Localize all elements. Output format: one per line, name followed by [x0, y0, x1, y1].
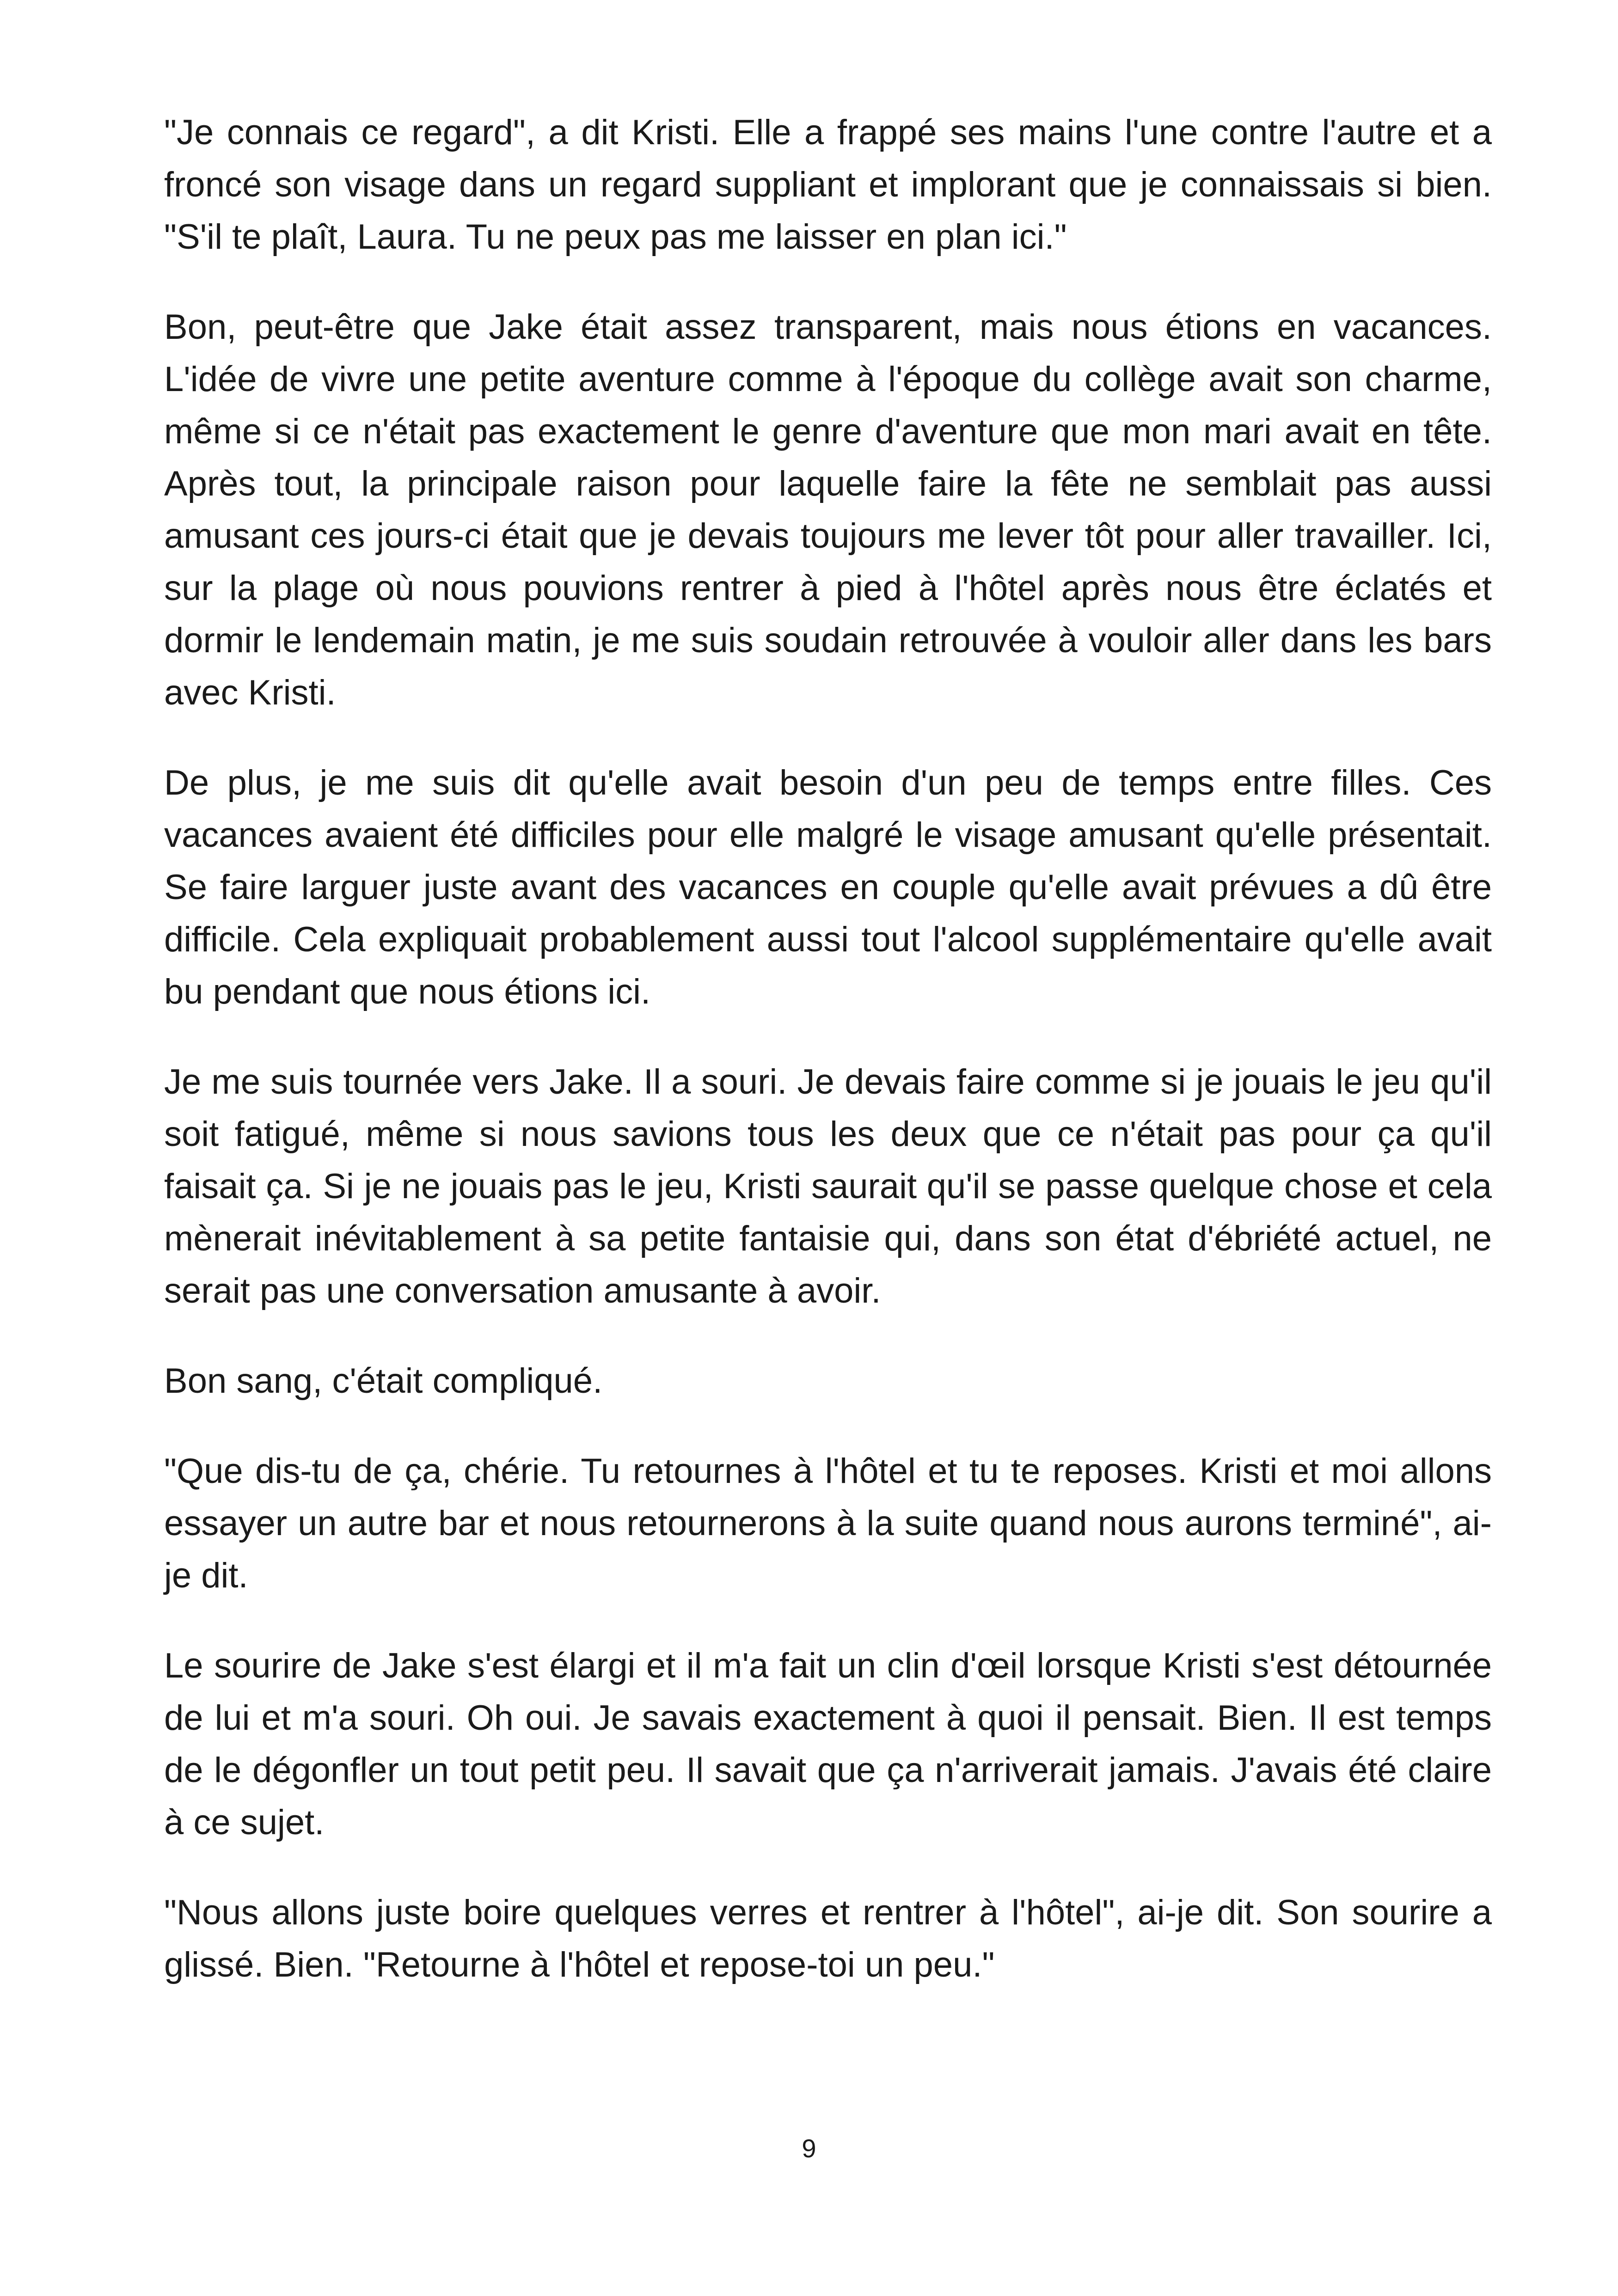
page-number: 9 [802, 2134, 816, 2163]
paragraph: "Nous allons juste boire quelques verres et rentrer à l'hôtel", ai-je dit. Son sourire a glissé. Bien. "Retourne à l'hôtel et repose-toi un peu." [164, 1893, 1492, 1984]
paragraph: Je me suis tournée vers Jake. Il a souri. Je devais faire comme si je jouais le jeu qu'il soit fatigué, même si nous savions tous les deux que ce n'était pas pour ça qu'il faisait ça. Si je ne jouais pas le jeu, Kristi saurait qu'il se passe quelque chose et cela mènerait inévitablement à sa petite fantaisie qui, dans son état d'ébriété actuel, ne serait pas une conversation amusante à avoir. [164, 1062, 1492, 1310]
paragraph: "Que dis-tu de ça, chérie. Tu retournes à l'hôtel et tu te reposes. Kristi et moi allons essayer un autre bar et nous retournerons à la suite quand nous aurons terminé", ai-je dit. [164, 1451, 1492, 1595]
body-text [164, 106, 1492, 2029]
paragraph: Bon, peut-être que Jake était assez transparent, mais nous étions en vacances. L'idée de vivre une petite aventure comme à l'époque du collège avait son charme, même si ce n'était pas exactement le genre d'aventure que mon mari avait en tête. Après tout, la principale raison pour laquelle faire la fête ne semblait pas aussi amusant ces jours-ci était que je devais toujours me lever tôt pour aller travailler. Ici, sur la plage où nous pouvions rentrer à pied à l'hôtel après nous être éclatés et dormir le lendemain matin, je me suis soudain retrouvée à vouloir aller dans les bars avec Kristi. [164, 307, 1492, 712]
paragraph: De plus, je me suis dit qu'elle avait besoin d'un peu de temps entre filles. Ces vacances avaient été difficiles pour elle malgré le visage amusant qu'elle présentait. Se faire larguer juste avant des vacances en couple qu'elle avait prévues a dû être difficile. Cela expliquait probablement aussi tout l'alcool supplémentaire qu'elle avait bu pendant que nous étions ici. [164, 763, 1492, 1011]
paragraph: "Je connais ce regard", a dit Kristi. Elle a frappé ses mains l'une contre l'autre et a froncé son visage dans un regard suppliant et implorant que je connaissais si bien. "S'il te plaît, Laura. Tu ne peux pas me laisser en plan ici." [164, 113, 1492, 257]
paragraph: Bon sang, c'était compliqué. [164, 1361, 603, 1401]
paragraph: Le sourire de Jake s'est élargi et il m'a fait un clin d'œil lorsque Kristi s'est détournée de lui et m'a souri. Oh oui. Je savais exactement à quoi il pensait. Bien. Il est temps de le dégonfler un tout petit peu. Il savait que ça n'arriverait jamais. J'avais été claire à ce sujet. [164, 1646, 1492, 1842]
